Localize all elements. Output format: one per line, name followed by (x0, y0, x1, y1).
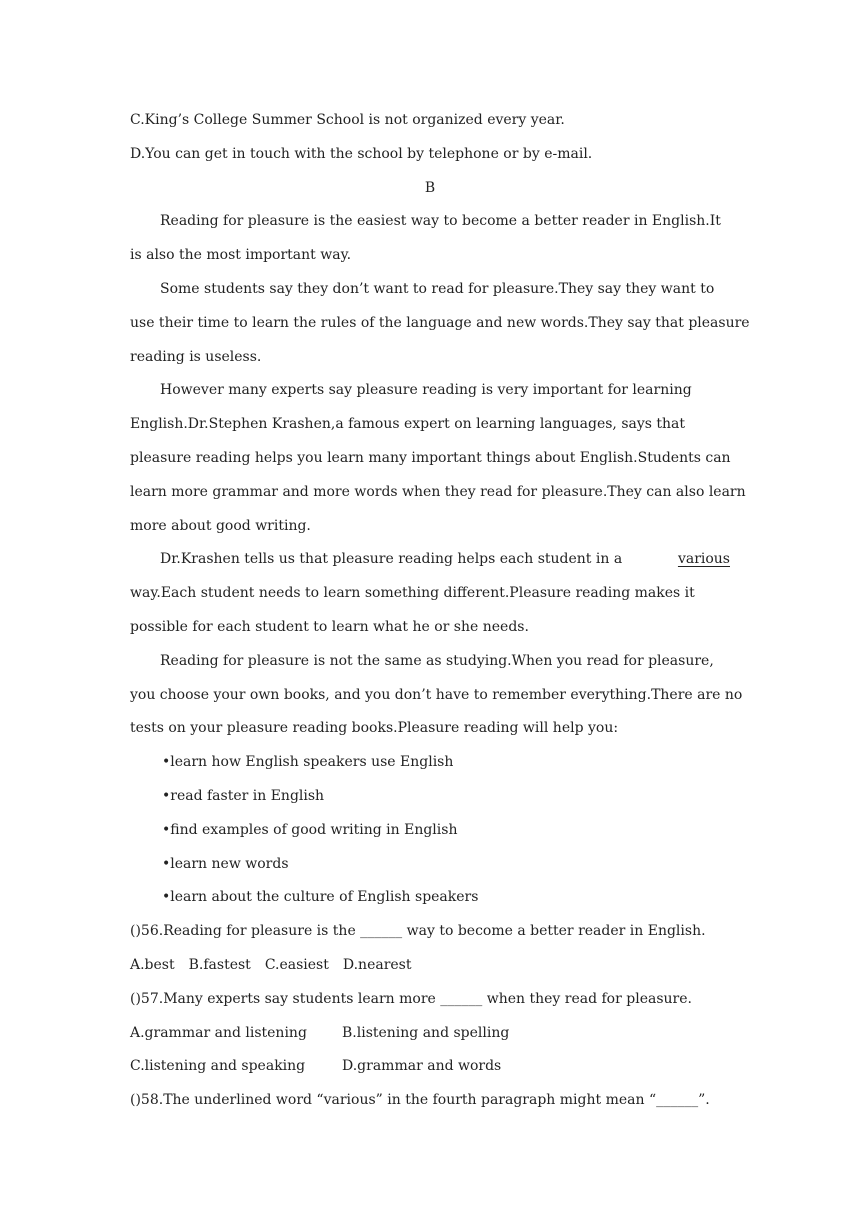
question-56-options (130, 949, 730, 983)
p2-line-1: Some students say they don’t want to read for pleasure.They say they want to (160, 280, 715, 297)
q56-option-b: B.fastest (188, 956, 251, 973)
q56-option-c: C.easiest (264, 956, 329, 973)
bullet-item: •learn new words (162, 855, 289, 872)
p3-line-1: However many experts say pleasure reading is very important for learning (160, 382, 692, 399)
q57-option-c: C.listening and speaking (130, 1058, 306, 1075)
p4-line-1 (130, 543, 730, 577)
p1-line-1: Reading for pleasure is the easiest way to become a better reader in English.It (160, 213, 721, 230)
bullet-item: •find examples of good writing in English (162, 821, 458, 838)
p4-line-2: way.Each student needs to learn something different.Pleasure reading makes it (130, 585, 695, 602)
q57-option-d: D.grammar and words (342, 1058, 502, 1075)
p2-line-2: use their time to learn the rules of the language and new words.They say that pleasure (130, 314, 750, 331)
q57-option-a: A.grammar and listening (130, 1024, 307, 1041)
question-57-options-ab (130, 1017, 730, 1051)
p3-line-3: pleasure reading helps you learn many important things about English.Students can (130, 449, 731, 466)
p1-line-2: is also the most important way. (130, 247, 352, 264)
p4-line-3: possible for each student to learn what he or she needs. (130, 618, 529, 635)
p3-line-5: more about good writing. (130, 517, 311, 534)
option-d: D.You can get in touch with the school by telephone or by e-mail. (130, 145, 593, 162)
bullet-item: •read faster in English (162, 787, 325, 804)
q57-option-b: B.listening and spelling (342, 1024, 510, 1041)
bullet-item: •learn about the culture of English speakers (162, 889, 479, 906)
q56-option-d: D.nearest (342, 956, 412, 973)
question-58: ()58.The underlined word “various” in the fourth paragraph might mean “______”. (130, 1092, 710, 1109)
q56-option-a: A.best (130, 956, 175, 973)
p5-line-1: Reading for pleasure is not the same as studying.When you read for pleasure, (160, 652, 714, 669)
p2-line-3: reading is useless. (130, 348, 262, 365)
section-heading: B (424, 179, 436, 196)
p5-line-2: you choose your own books, and you don’t have to remember everything.There are no (130, 686, 743, 703)
question-57-options-cd (130, 1050, 730, 1084)
p3-line-2: English.Dr.Stephen Krashen,a famous expert on learning languages, says that (130, 416, 686, 433)
underlined-word: various (677, 551, 730, 568)
p3-line-4: learn more grammar and more words when they read for pleasure.They can also learn (130, 483, 746, 500)
question-57: ()57.Many experts say students learn more ______ when they read for pleasure. (130, 990, 692, 1007)
p5-line-3: tests on your pleasure reading books.Pleasure reading will help you: (130, 720, 619, 737)
p4-line-1-text: Dr.Krashen tells us that pleasure reading helps each student in a (160, 551, 623, 568)
option-c: C.King’s College Summer School is not organized every year. (130, 112, 565, 128)
bullet-item: •learn how English speakers use English (162, 754, 454, 771)
question-56: ()56.Reading for pleasure is the ______ way to become a better reader in English. (130, 923, 706, 940)
document-page (130, 104, 750, 1118)
